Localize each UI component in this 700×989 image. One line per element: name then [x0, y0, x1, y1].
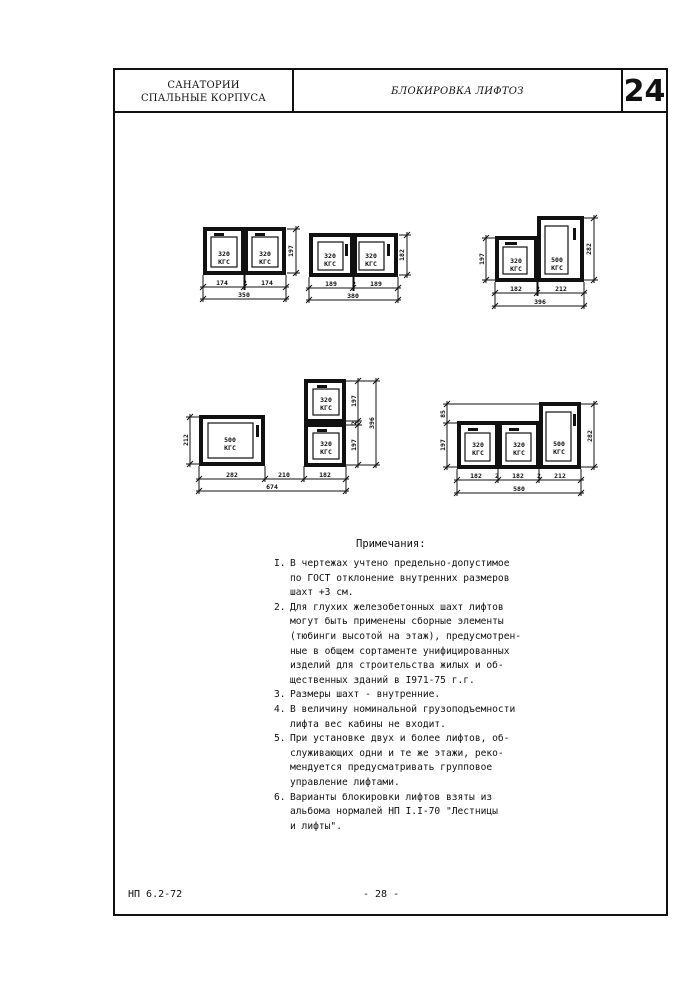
- cabin-2-capacity: 320: [320, 396, 332, 404]
- height-1-dim: 197: [439, 439, 447, 451]
- cabin-2-unit: КГС: [513, 449, 525, 457]
- org-line-1: САНАТОРИИ: [167, 79, 240, 91]
- width-3-dim: 212: [554, 472, 566, 480]
- cabin-3-capacity: 320: [320, 440, 332, 448]
- cabin-2-capacity: 320: [365, 252, 377, 260]
- notes-list: [274, 557, 554, 834]
- cabin-2-capacity: 320: [259, 250, 271, 258]
- note-line: [274, 688, 554, 703]
- drawing-2: [306, 232, 411, 303]
- total-width-dim: 380: [347, 292, 359, 300]
- note-text: При установке двух и более лифтов, об-: [290, 733, 510, 745]
- cabin-3-unit: КГС: [320, 448, 332, 456]
- note-text: Размеры шахт - внутренние.: [290, 689, 441, 701]
- note-line: [274, 732, 554, 747]
- cabin-2-capacity: 500: [551, 256, 563, 264]
- cabin-1-capacity: 500: [224, 436, 236, 444]
- note-number: [274, 805, 290, 820]
- note-line: [274, 747, 554, 762]
- height-offset-dim: 85: [439, 410, 447, 418]
- height-dim: 182: [398, 249, 406, 261]
- note-number: [274, 747, 290, 762]
- total-width-dim: 580: [513, 485, 525, 493]
- note-text: могут быть применены сборные элементы: [290, 616, 504, 628]
- total-width-dim: 674: [266, 483, 278, 491]
- height-1-dim: 197: [478, 253, 486, 265]
- note-line: [274, 645, 554, 660]
- note-number: [274, 586, 290, 601]
- cabin-2-unit: КГС: [259, 258, 271, 266]
- height-left-dim: 212: [182, 434, 190, 446]
- note-text: служивающих одни и те же этажи, реко-: [290, 747, 504, 759]
- note-number: [274, 718, 290, 733]
- note-text: В величину номинальной грузоподъемности: [290, 703, 516, 715]
- width-1-dim: 174: [216, 279, 228, 287]
- cabin-1-unit: КГС: [510, 265, 522, 273]
- note-number: [274, 572, 290, 587]
- note-text: по ГОСТ отклонение внутренних размеров: [290, 572, 510, 584]
- note-number: [274, 645, 290, 660]
- note-text: изделий для строительства жилых и об-: [290, 660, 504, 672]
- gap-dim: 2: [352, 280, 356, 288]
- cabin-1-capacity: 320: [472, 441, 484, 449]
- note-number: [274, 776, 290, 791]
- height-b-dim: 2: [350, 421, 358, 425]
- note-number: 2.: [274, 601, 286, 613]
- note-text: шахт +3 см.: [290, 587, 354, 599]
- note-number: I.: [274, 558, 286, 569]
- width-2-dim: 189: [370, 280, 382, 288]
- height-total-dim: 396: [368, 417, 376, 429]
- document-code: НП 6.2-72: [128, 889, 183, 900]
- note-number: [274, 820, 290, 835]
- width-3-dim: 182: [319, 471, 331, 479]
- drawing-3: [478, 215, 598, 309]
- height-2-dim: 282: [585, 243, 593, 255]
- note-line: [274, 674, 554, 689]
- note-text: лифта вес кабины не входит.: [290, 718, 446, 730]
- org-line-2: СПАЛЬНЫЕ КОРПУСА: [140, 92, 267, 104]
- note-text: щественных зданий в I971-75 г.г.: [290, 674, 475, 686]
- note-line: [274, 791, 554, 806]
- width-2-dim: 174: [261, 279, 273, 287]
- note-number: [274, 674, 290, 689]
- note-number: 4.: [274, 703, 286, 715]
- gap-dim: 2: [536, 285, 540, 293]
- note-line: [274, 572, 554, 587]
- note-number: 5.: [274, 733, 286, 745]
- height-dim: 197: [287, 245, 295, 257]
- total-width-dim: 396: [534, 298, 546, 306]
- note-line: [274, 630, 554, 645]
- width-1-dim: 182: [510, 285, 522, 293]
- cabin-2-unit: КГС: [365, 260, 377, 268]
- height-2-dim: 282: [586, 430, 594, 442]
- cabin-3-capacity: 500: [553, 440, 565, 448]
- note-number: [274, 615, 290, 630]
- cabin-2-capacity: 320: [513, 441, 525, 449]
- note-line: [274, 601, 554, 616]
- cabin-1-capacity: 320: [218, 250, 230, 258]
- note-line: [274, 615, 554, 630]
- cabin-1-unit: КГС: [218, 258, 230, 266]
- width-2-dim: 182: [512, 472, 524, 480]
- drawing-1: [200, 226, 300, 302]
- note-line: [274, 805, 554, 820]
- cabin-1-unit: КГС: [324, 260, 336, 268]
- cabin-2-unit: КГС: [551, 264, 563, 272]
- cabin-3-unit: КГС: [553, 448, 565, 456]
- title-block-title: БЛОКИРОВКА ЛИФТОЗ: [294, 70, 623, 113]
- gap-dim: 2: [243, 279, 247, 287]
- note-number: 3.: [274, 689, 286, 701]
- width-1-dim: 182: [470, 472, 482, 480]
- width-1-dim: 189: [325, 280, 337, 288]
- height-c-dim: 197: [350, 439, 358, 451]
- note-number: [274, 630, 290, 645]
- gap-1-dim: 2: [495, 472, 499, 480]
- note-text: и лифты".: [290, 820, 342, 832]
- note-text: управление лифтами.: [290, 776, 400, 788]
- note-line: [274, 820, 554, 835]
- total-width-dim: 350: [238, 291, 250, 299]
- note-text: ные в общем сортаменте унифицированных: [290, 645, 510, 657]
- note-line: [274, 776, 554, 791]
- cabin-1-unit: КГС: [472, 449, 484, 457]
- gap-2-dim: 2: [537, 472, 541, 480]
- cabin-1-capacity: 320: [510, 257, 522, 265]
- width-2-dim: 212: [555, 285, 567, 293]
- notes-title: Примечания:: [356, 538, 426, 550]
- note-line: [274, 586, 554, 601]
- note-line: [274, 703, 554, 718]
- note-line: [274, 659, 554, 674]
- note-line: [274, 761, 554, 776]
- sheet-number: 24: [623, 74, 666, 109]
- shaft-3: [541, 404, 579, 467]
- cabin-1-capacity: 320: [324, 252, 336, 260]
- note-text: В чертежах учтено предельно-допустимое: [290, 558, 510, 569]
- cabin-2-unit: КГС: [320, 404, 332, 412]
- gap-dim: 210: [278, 471, 290, 479]
- width-1-dim: 282: [226, 471, 238, 479]
- note-line: [274, 557, 554, 572]
- note-line: [274, 718, 554, 733]
- height-a-dim: 197: [350, 395, 358, 407]
- note-text: Для глухих железобетонных шахт лифтов: [290, 601, 504, 613]
- note-text: альбома нормалей НП I.I-70 "Лестницы: [290, 806, 498, 818]
- page-number: - 28 -: [363, 889, 400, 900]
- note-text: мендуется предусматривать групповое: [290, 762, 493, 774]
- cabin-1-unit: КГС: [224, 444, 236, 452]
- note-number: 6.: [274, 791, 286, 803]
- note-text: (тюбинги высотой на этаж), предусмотрен-: [290, 630, 522, 642]
- note-text: Варианты блокировки лифтов взяты из: [290, 791, 493, 803]
- note-number: [274, 761, 290, 776]
- drawing-4: [182, 378, 380, 494]
- drawing-5: [439, 401, 598, 496]
- note-number: [274, 659, 290, 674]
